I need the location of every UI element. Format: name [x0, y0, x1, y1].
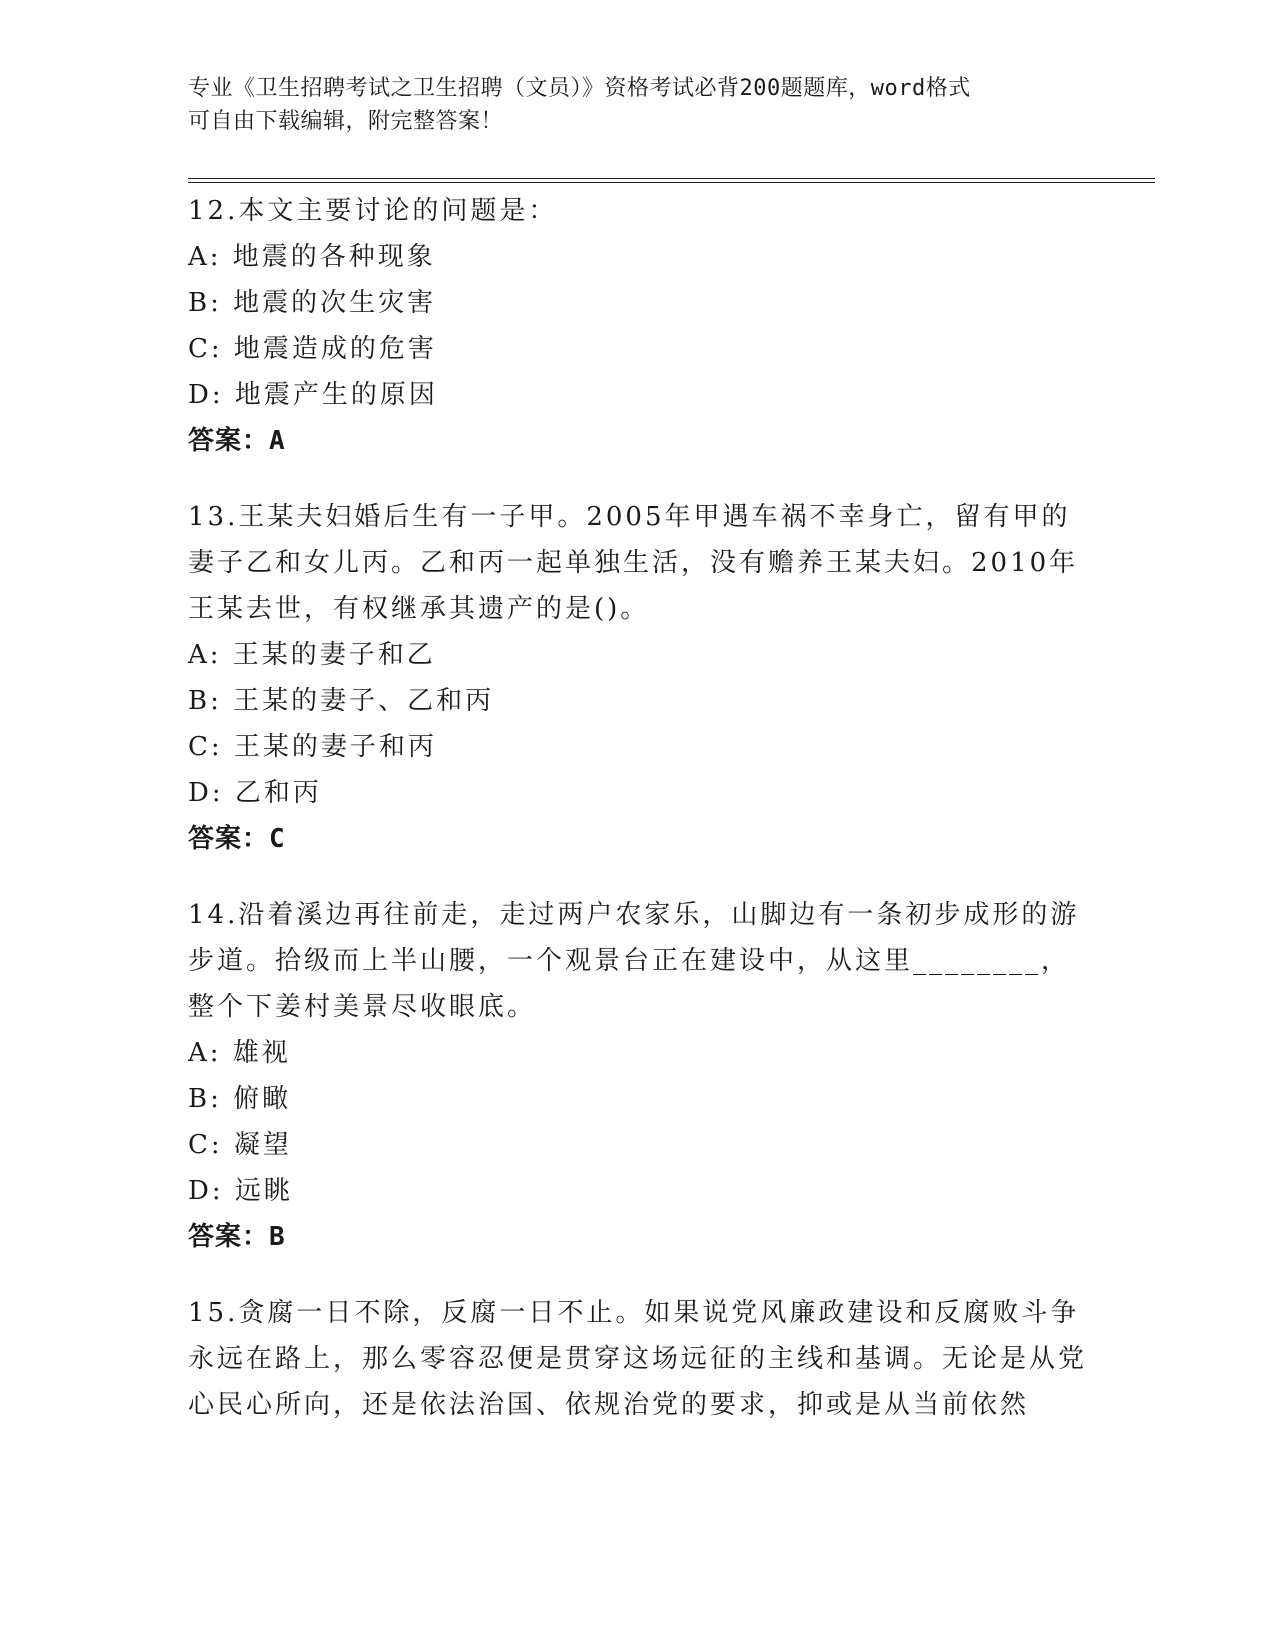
option-c: C: 王某的妻子和丙 [188, 732, 437, 762]
header-divider-second [188, 182, 1155, 183]
answer-label: 答案： [188, 1222, 270, 1252]
answer-label: 答案： [188, 426, 270, 456]
option-d: D: 地震产生的原因 [188, 380, 438, 410]
question-15 [188, 1290, 1088, 1428]
answer-line [188, 816, 1088, 862]
option-a: A: 地震的各种现象 [188, 242, 436, 272]
answer-line [188, 1214, 1088, 1260]
answer-value: C [269, 824, 286, 854]
question-14 [188, 892, 1088, 1260]
question-list [188, 188, 1088, 1458]
option-a: A: 王某的妻子和乙 [188, 640, 436, 670]
option-c: C: 地震造成的危害 [188, 334, 437, 364]
header-divider [188, 178, 1155, 179]
question-stem: 12.本文主要讨论的问题是： [188, 196, 558, 226]
answer-line [188, 418, 1088, 464]
question-13 [188, 494, 1088, 862]
question-stem: 13.王某夫妇婚后生有一子甲。2005年甲遇车祸不幸身亡，留有甲的妻子乙和女儿丙。乙和丙一起单独生活，没有赡养王某夫妇。2010年王某去世，有权继承其遗产的是()。 [188, 502, 1079, 624]
option-a: A: 雄视 [188, 1038, 291, 1068]
answer-label: 答案： [188, 824, 270, 854]
header-line-1: 专业《卫生招聘考试之卫生招聘（文员）》资格考试必背200题题库，word格式 [188, 76, 971, 101]
answer-value: B [269, 1222, 286, 1252]
document-header [188, 72, 1068, 138]
question-stem: 14.沿着溪边再往前走，走过两户农家乐，山脚边有一条初步成形的游步道。拾级而上半山腰，一个观景台正在建设中，从这里________，整个下姜村美景尽收眼底。 [188, 900, 1080, 1022]
answer-value: A [269, 426, 286, 456]
option-c: C: 凝望 [188, 1130, 292, 1160]
question-12 [188, 188, 1088, 464]
question-stem: 15.贪腐一日不除，反腐一日不止。如果说党风廉政建设和反腐败斗争永远在路上，那么零容忍便是贯穿这场远征的主线和基调。无论是从党心民心所向，还是依法治国、依规治党的要求，抑或是从当前依然 [188, 1298, 1088, 1420]
option-b: B: 俯瞰 [188, 1084, 292, 1114]
option-d: D: 远眺 [188, 1176, 293, 1206]
option-d: D: 乙和丙 [188, 778, 322, 808]
option-b: B: 王某的妻子、乙和丙 [188, 686, 495, 716]
header-line-2: 可自由下载编辑，附完整答案！ [188, 109, 504, 134]
option-b: B: 地震的次生灾害 [188, 288, 437, 318]
